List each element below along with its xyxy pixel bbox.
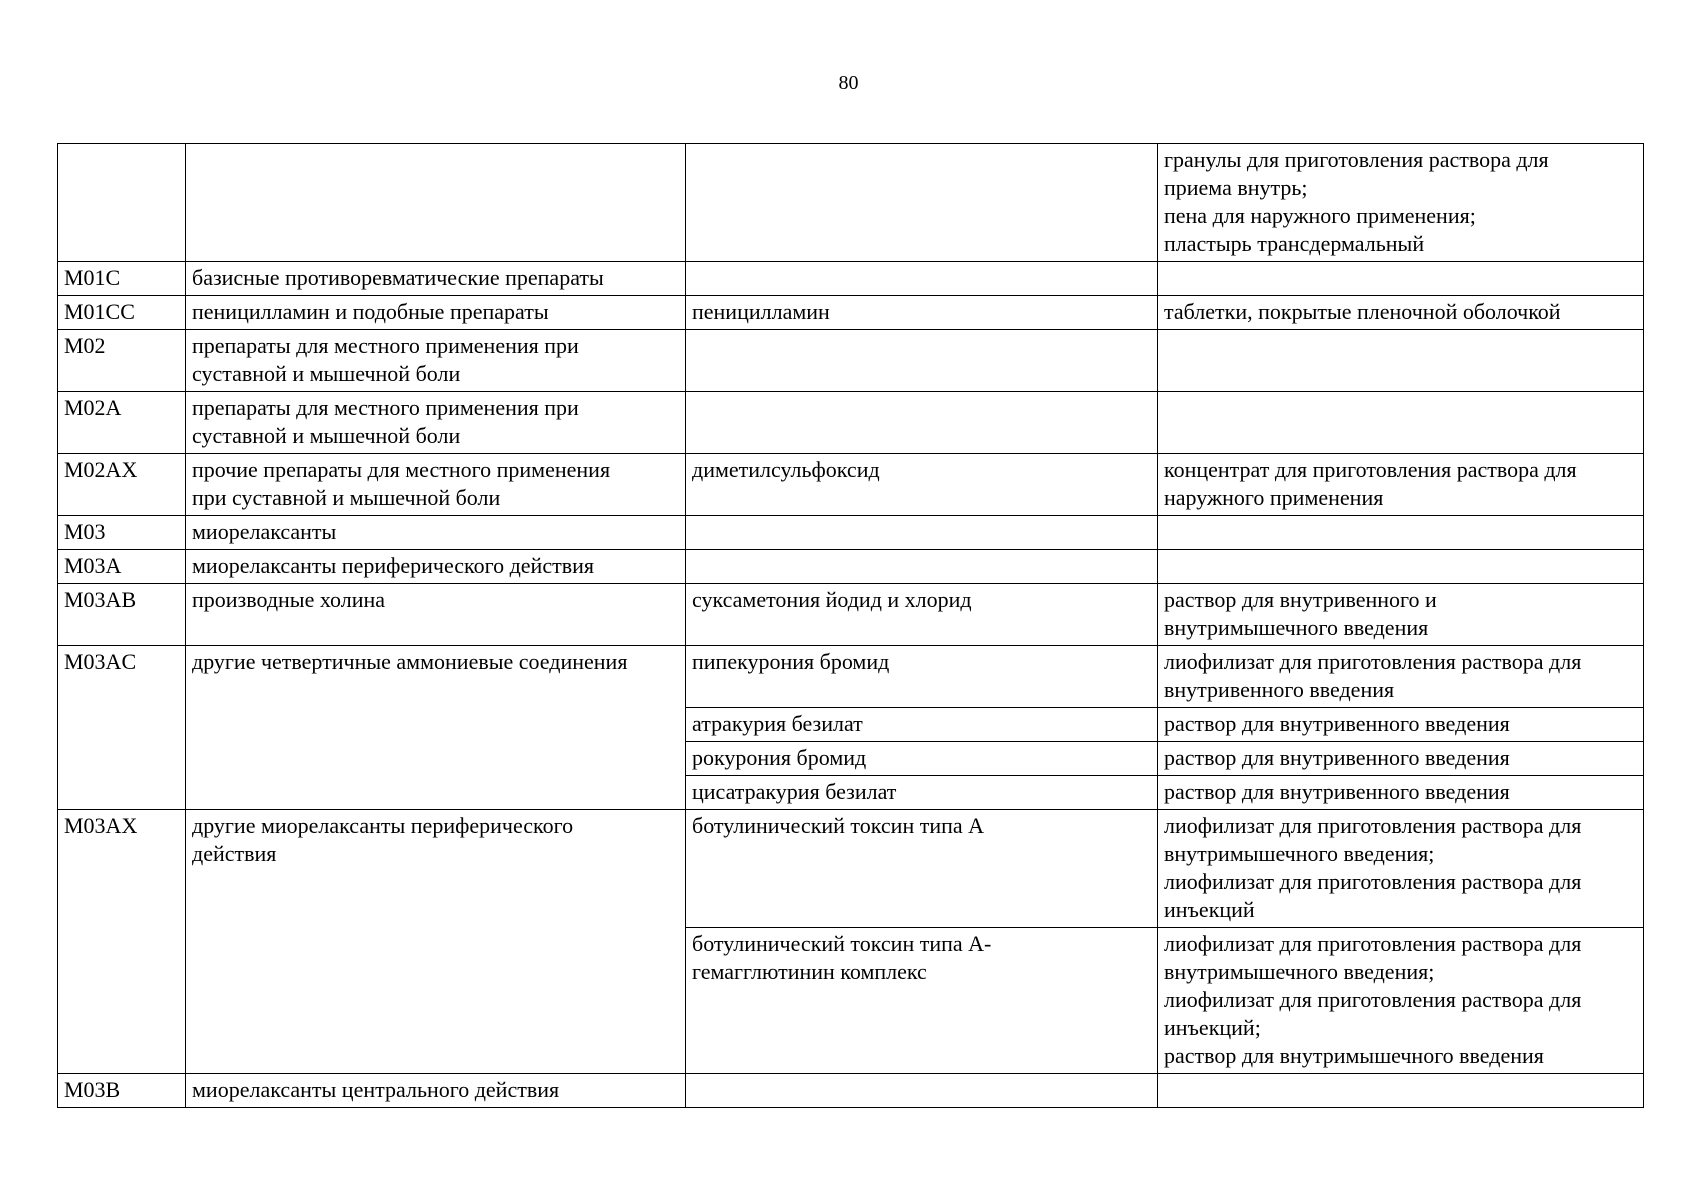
pharmacological-group-cell: другие миорелаксанты периферического действия	[186, 810, 686, 1074]
table-row	[58, 550, 1644, 584]
drug-name-cell: атракурия безилат	[686, 708, 1158, 742]
drug-name-cell: рокурония бромид	[686, 742, 1158, 776]
drug-name-cell: цисатракурия безилат	[686, 776, 1158, 810]
table-row	[58, 1074, 1644, 1108]
pharmacological-group-cell: миорелаксанты центрального действия	[186, 1074, 686, 1108]
drug-name-cell	[686, 516, 1158, 550]
table-row	[58, 330, 1644, 392]
dosage-form-cell: раствор для внутривенного введения	[1158, 776, 1644, 810]
pharmacological-group-cell: пеницилламин и подобные препараты	[186, 296, 686, 330]
drug-name-cell	[686, 262, 1158, 296]
atc-code-cell: M03A	[58, 550, 186, 584]
table-row	[58, 516, 1644, 550]
pharmacological-group-cell: препараты для местного применения при суставной и мышечной боли	[186, 330, 686, 392]
drug-name-cell: диметилсульфоксид	[686, 454, 1158, 516]
dosage-form-cell: концентрат для приготовления раствора для наружного применения	[1158, 454, 1644, 516]
table-row	[58, 584, 1644, 646]
table-row	[58, 392, 1644, 454]
dosage-form-cell	[1158, 1074, 1644, 1108]
drug-name-cell	[686, 330, 1158, 392]
dosage-form-cell: лиофилизат для приготовления раствора для внутривенного введения	[1158, 646, 1644, 708]
drug-name-cell	[686, 144, 1158, 262]
atc-code-cell: M02A	[58, 392, 186, 454]
pharmacological-group-cell: прочие препараты для местного применения при суставной и мышечной боли	[186, 454, 686, 516]
pharmacological-group-cell: препараты для местного применения при суставной и мышечной боли	[186, 392, 686, 454]
dosage-form-cell: гранулы для приготовления раствора для приема внутрь; пена для наружного применения; пластырь трансдермальный	[1158, 144, 1644, 262]
dosage-form-cell	[1158, 550, 1644, 584]
pharmacological-group-cell: миорелаксанты периферического действия	[186, 550, 686, 584]
table-row	[58, 262, 1644, 296]
dosage-form-cell: раствор для внутривенного и внутримышечного введения	[1158, 584, 1644, 646]
pharmacological-group-cell	[186, 144, 686, 262]
drug-name-cell: пеницилламин	[686, 296, 1158, 330]
drug-name-cell: ботулинический токсин типа A	[686, 810, 1158, 928]
drug-name-cell	[686, 392, 1158, 454]
atc-code-cell: M03	[58, 516, 186, 550]
drug-name-cell	[686, 550, 1158, 584]
drug-name-cell: пипекурония бромид	[686, 646, 1158, 708]
table-row	[58, 296, 1644, 330]
pharmacological-group-cell: производные холина	[186, 584, 686, 646]
dosage-form-cell: лиофилизат для приготовления раствора для внутримышечного введения; лиофилизат для приготовления раствора для инъекций	[1158, 810, 1644, 928]
table-row	[58, 810, 1644, 928]
atc-code-cell: M02AX	[58, 454, 186, 516]
atc-code-cell: M01CC	[58, 296, 186, 330]
dosage-form-cell	[1158, 262, 1644, 296]
atc-code-cell: M02	[58, 330, 186, 392]
dosage-form-cell: лиофилизат для приготовления раствора для внутримышечного введения; лиофилизат для приготовления раствора для инъекций; раствор для внутримышечного введения	[1158, 928, 1644, 1074]
atc-code-cell: M03B	[58, 1074, 186, 1108]
page-number: 80	[838, 72, 859, 94]
drug-name-cell	[686, 1074, 1158, 1108]
drug-name-cell: суксаметония йодид и хлорид	[686, 584, 1158, 646]
atc-code-cell: M03AC	[58, 646, 186, 810]
atc-code-cell	[58, 144, 186, 262]
table-row	[58, 454, 1644, 516]
pharmacological-group-cell: миорелаксанты	[186, 516, 686, 550]
atc-code-cell: M03AX	[58, 810, 186, 1074]
table-row	[58, 646, 1644, 708]
dosage-form-cell	[1158, 516, 1644, 550]
pharmacological-group-cell: другие четвертичные аммониевые соединения	[186, 646, 686, 810]
drug-name-cell: ботулинический токсин типа A- гемагглютинин комплекс	[686, 928, 1158, 1074]
atc-code-cell: M01C	[58, 262, 186, 296]
dosage-form-cell: таблетки, покрытые пленочной оболочкой	[1158, 296, 1644, 330]
table-row	[58, 144, 1644, 262]
dosage-form-cell	[1158, 392, 1644, 454]
atc-code-cell: M03AB	[58, 584, 186, 646]
drug-table	[57, 143, 1644, 1108]
dosage-form-cell: раствор для внутривенного введения	[1158, 708, 1644, 742]
pharmacological-group-cell: базисные противоревматические препараты	[186, 262, 686, 296]
dosage-form-cell	[1158, 330, 1644, 392]
dosage-form-cell: раствор для внутривенного введения	[1158, 742, 1644, 776]
